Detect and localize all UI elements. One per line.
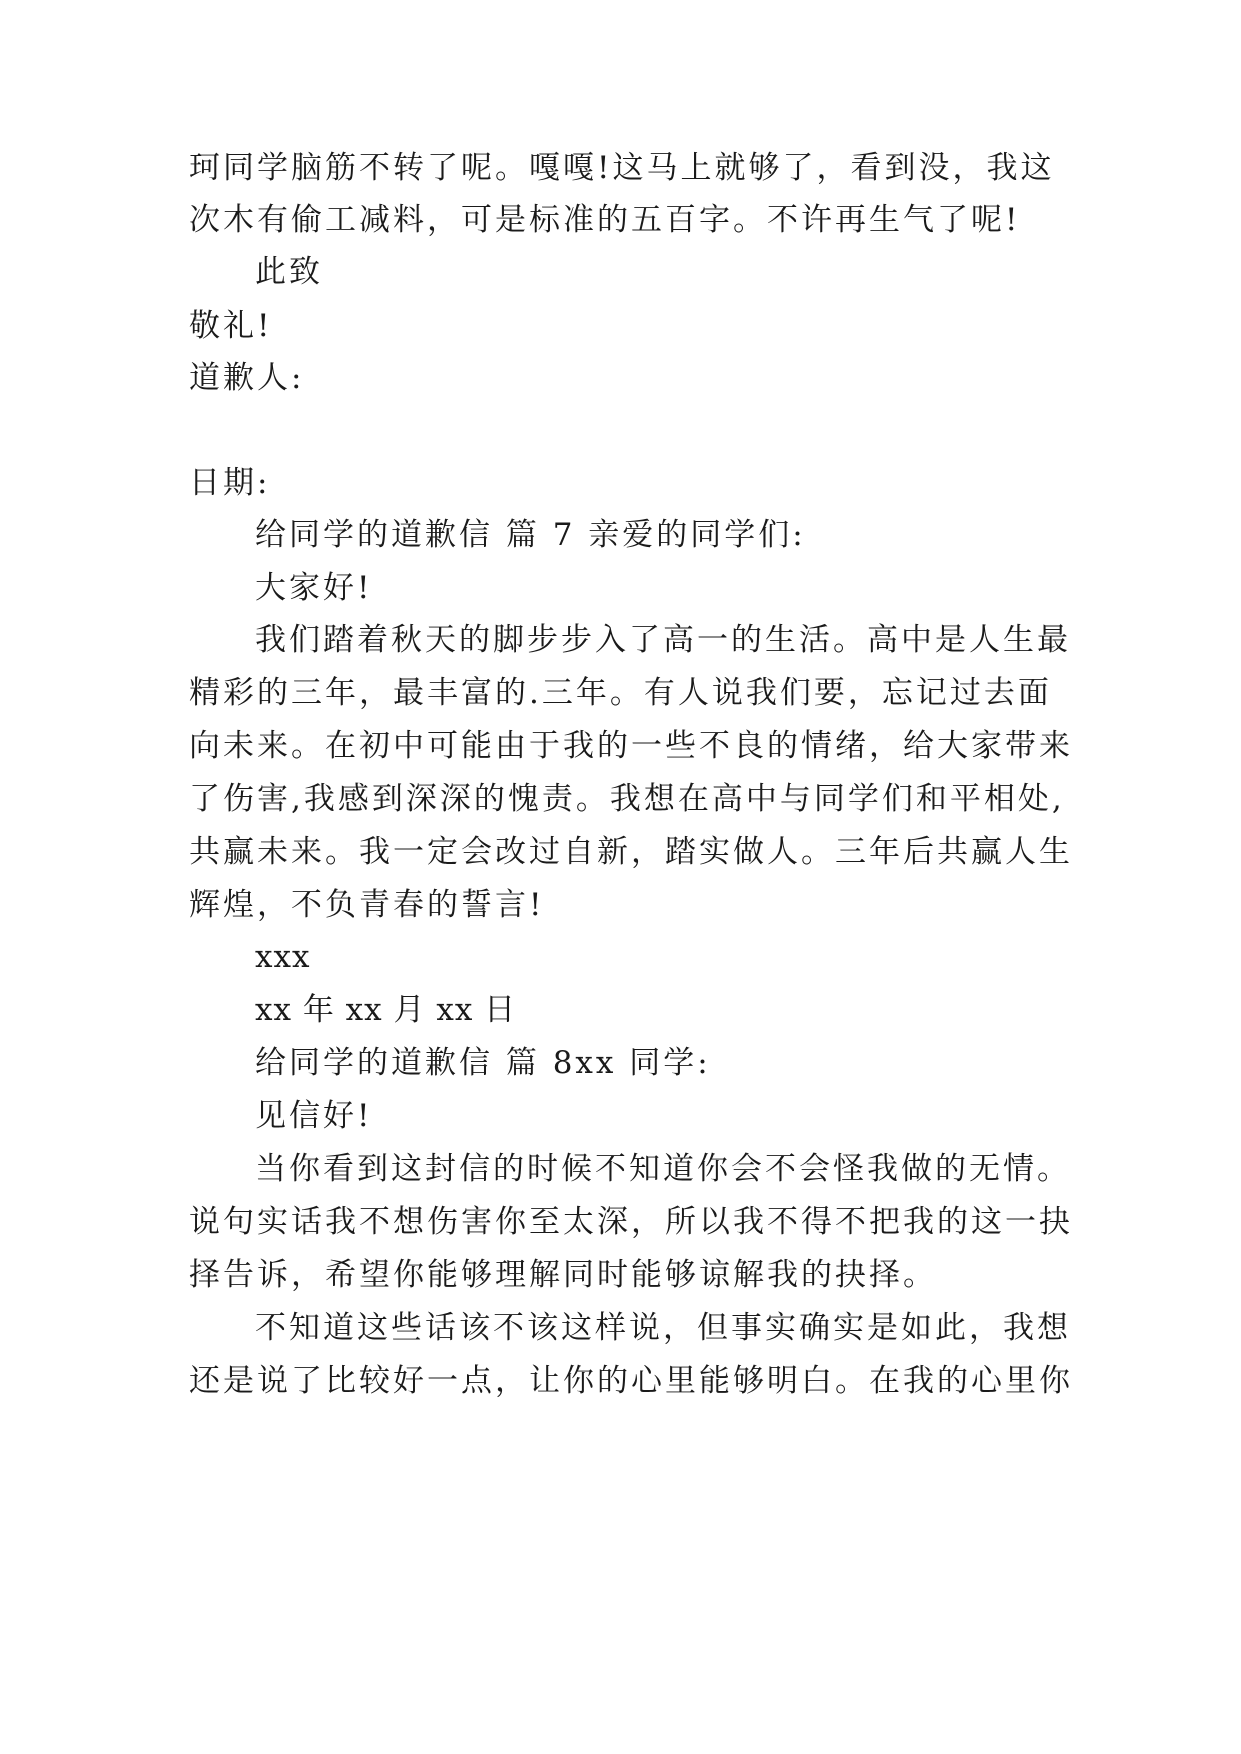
paragraph-line: 向未来。在初中可能由于我的一些不良的情绪，给大家带来 xyxy=(189,728,1073,764)
paragraph-line: 精彩的三年，最丰富的.三年。有人说我们要，忘记过去面 xyxy=(189,675,1052,711)
paragraph-line: 共赢未来。我一定会改过自新，踏实做人。三年后共赢人生 xyxy=(189,834,1073,870)
paragraph-line: 我们踏着秋天的脚步步入了高一的生活。高中是人生最 xyxy=(255,622,1071,658)
paragraph-line: 不知道这些话该不该这样说，但事实确实是如此，我想 xyxy=(255,1310,1071,1346)
paragraph-line: 当你看到这封信的时候不知道你会不会怪我做的无情。 xyxy=(255,1151,1071,1187)
paragraph-line: 还是说了比较好一点，让你的心里能够明白。在我的心里你 xyxy=(189,1363,1073,1399)
letter-heading: 给同学的道歉信 篇 7 亲爱的同学们: xyxy=(255,517,806,553)
signature-label: 道歉人: xyxy=(189,360,305,396)
text-line: 次木有偷工减料，可是标准的五百字。不许再生气了呢! xyxy=(189,202,1021,238)
paragraph-line: 辉煌，不负青春的誓言! xyxy=(189,887,545,923)
closing-regards: 敬礼! xyxy=(189,308,273,344)
paragraph-line: 择告诉，希望你能够理解同时能够谅解我的抉择。 xyxy=(189,1257,937,1293)
paragraph-line: 说句实话我不想伤害你至太深，所以我不得不把我的这一抉 xyxy=(189,1204,1073,1240)
greeting: 大家好! xyxy=(255,570,373,606)
letter-heading: 给同学的道歉信 篇 8xx 同学: xyxy=(255,1045,711,1081)
closing-salutation: 此致 xyxy=(255,254,323,290)
greeting: 见信好! xyxy=(255,1098,373,1134)
paragraph-line: 了伤害,我感到深深的愧责。我想在高中与同学们和平相处, xyxy=(189,781,1065,817)
signature-date: xx 年 xx 月 xx 日 xyxy=(255,992,517,1028)
signature-name: xxx xyxy=(255,939,311,975)
text-line: 珂同学脑筋不转了呢。嘎嘎!这马上就够了，看到没，我这 xyxy=(189,150,1055,186)
date-label: 日期: xyxy=(189,465,271,501)
